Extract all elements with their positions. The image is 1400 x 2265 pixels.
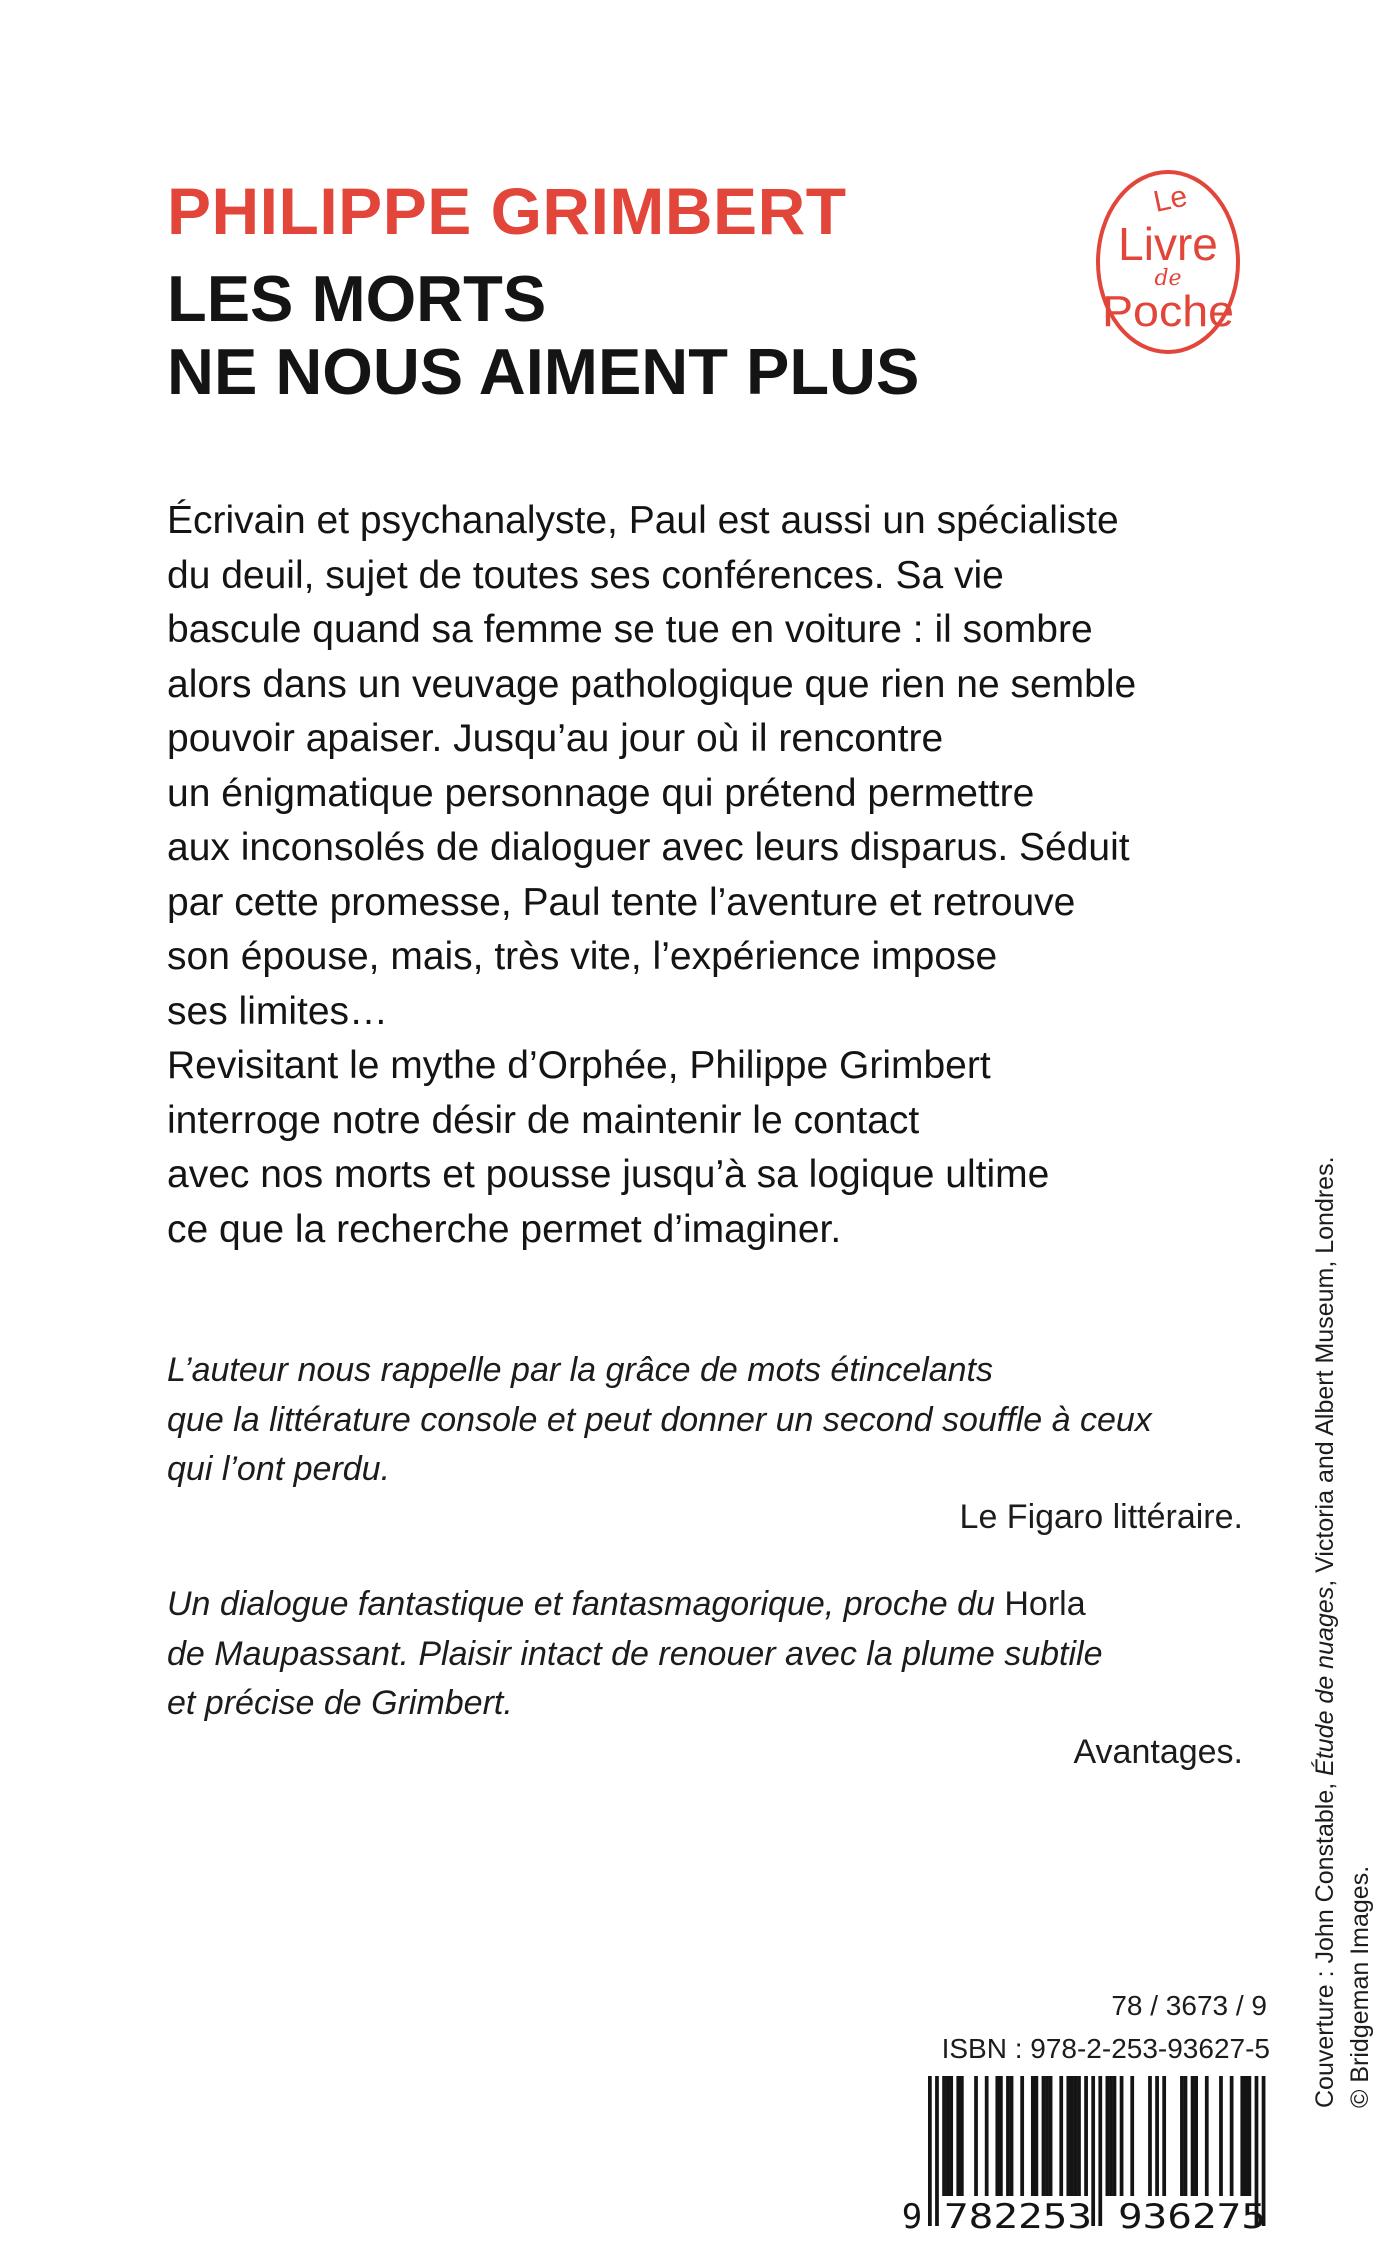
cover-credit (1308, 1156, 1378, 2108)
barcode-bar (1059, 2076, 1063, 2196)
credit-line (1308, 1156, 1343, 2108)
barcode-bar (960, 2076, 964, 2196)
barcode-bar (1244, 2076, 1248, 2196)
barcode-bar (1066, 2076, 1070, 2196)
barcode-bar (1205, 2076, 1209, 2196)
quote-text: Un dialogue fantastique et fantasmagorique, proche du (167, 1585, 1005, 1623)
catalog-code: 78 / 3673 / 9 (1111, 1990, 1267, 2021)
summary-line: son épouse, mais, très vite, l’expérience impose (167, 935, 998, 978)
summary-line: avec nos morts et pousse jusqu’à sa logique ultime (167, 1153, 1050, 1196)
summary-line: Revisitant le mythe d’Orphée, Philippe Grimbert (167, 1044, 991, 1087)
summary-line: interroge notre désir de maintenir le contact (167, 1098, 920, 1142)
credit-artwork-title: Étude de nuages (1311, 1586, 1339, 1776)
quote-line: et précise de Grimbert. (167, 1684, 513, 1722)
credit-line: © Bridgeman Images. (1346, 1865, 1374, 2108)
summary-line: alors dans un veuvage pathologique que rien ne semble (167, 662, 1137, 706)
barcode-bar (1042, 2076, 1046, 2196)
barcode-bar (1070, 2076, 1074, 2196)
barcode-bar (1148, 2076, 1152, 2196)
author-name: PHILIPPE GRIMBERT (167, 174, 847, 248)
summary-line: un énigmatique personnage qui prétend permettre (167, 771, 1035, 815)
barcode-bar (999, 2076, 1003, 2196)
barcode-bar (1049, 2076, 1053, 2196)
quote-title-reference: Horla (1004, 1585, 1086, 1623)
barcode-bar (1106, 2076, 1110, 2196)
barcode-bar (1240, 2076, 1244, 2196)
le-livre-de-poche-logo (1094, 168, 1242, 356)
barcode-bar (946, 2076, 950, 2196)
barcode-digits: 782253 (944, 2197, 1092, 2236)
logo-text: Livre (1118, 218, 1218, 270)
summary-line: Écrivain et psychanalyste, Paul est aussi un spécialiste (167, 499, 1119, 542)
barcode-bar (1010, 2076, 1014, 2196)
summary-line: par cette promesse, Paul tente l’aventure et retrouve (167, 880, 1076, 924)
logo-text: Poche (1102, 287, 1234, 336)
barcode-bar (942, 2076, 946, 2196)
barcode-bar (1155, 2076, 1159, 2196)
logo-text: Le (1150, 179, 1191, 219)
isbn: ISBN : 978-2-253-93627-5 (941, 2033, 1270, 2064)
quote-line: qui l’ont perdu. (167, 1450, 391, 1488)
barcode-bar (1020, 2076, 1024, 2196)
barcode-bar (1248, 2076, 1252, 2196)
back-cover-summary (167, 494, 1257, 1257)
barcode-bar (1109, 2076, 1113, 2196)
book-title-line: NE NOUS AIMENT PLUS (167, 335, 920, 408)
barcode-bar (974, 2076, 978, 2196)
quote-source: Le Figaro littéraire. (959, 1498, 1243, 1536)
barcode-bar (1045, 2076, 1049, 2196)
summary-line: bascule quand sa femme se tue en voiture : il sombre (167, 608, 1093, 651)
logo-text: de (1154, 266, 1182, 291)
barcode-bar (1219, 2076, 1223, 2196)
barcode-bar (1077, 2076, 1081, 2196)
barcode-bar (1031, 2076, 1035, 2196)
barcode-bar (928, 2076, 932, 2226)
summary-line: aux inconsolés de dialoguer avec leurs disparus. Séduit (167, 826, 1130, 869)
barcode-bar (1162, 2076, 1166, 2196)
book-title-line: LES MORTS (167, 262, 547, 335)
credit-text: , Victoria and Albert Museum, Londres. (1311, 1156, 1339, 1587)
quote-source: Avantages. (1073, 1733, 1243, 1771)
summary-line: du deuil, sujet de toutes ses conférences. Sa vie (167, 553, 1004, 597)
summary-line: pouvoir apaiser. Jusqu’au jour où il rencontre (167, 717, 944, 760)
quote-line: de Maupassant. Plaisir intact de renouer avec la plume subtile (167, 1634, 1103, 1673)
barcode-bar (1113, 2076, 1117, 2196)
barcode-bar (985, 2076, 989, 2196)
quote-line (167, 1580, 1247, 1630)
barcode-bar (956, 2076, 960, 2196)
barcode-bar (1006, 2076, 1010, 2196)
barcode-bar (1230, 2076, 1234, 2196)
barcode-bar (935, 2076, 939, 2226)
barcode-bar (1180, 2076, 1184, 2196)
barcode-bar (949, 2076, 953, 2196)
barcode-bar (1074, 2076, 1078, 2196)
barcode-bar (1191, 2076, 1195, 2196)
quote-line: que la littérature console et peut donner un second souffle à ceux (167, 1400, 1152, 1439)
barcode-digit: 9 (901, 2197, 923, 2236)
barcode-bar (995, 2076, 999, 2196)
barcode-bar (1184, 2076, 1188, 2196)
barcode-bar (1120, 2076, 1124, 2196)
barcode-bar (1130, 2076, 1134, 2196)
barcode-digits: 936275 (1118, 2197, 1266, 2236)
barcode-bar (1098, 2076, 1102, 2226)
barcode-bar (1194, 2076, 1198, 2196)
barcode-bar (1035, 2076, 1039, 2196)
press-quote (167, 1580, 1247, 1729)
summary-line: ce que la recherche permet d’imaginer. (167, 1207, 842, 1251)
press-quote (167, 1346, 1247, 1495)
quote-line: L’auteur nous rappelle par la grâce de mots étincelants (167, 1351, 993, 1389)
barcode-bar (1084, 2076, 1088, 2196)
barcode (900, 2076, 1280, 2236)
summary-line: ses limites… (167, 989, 389, 1033)
book-title (167, 262, 919, 408)
credit-text: Couverture : John Constable, (1311, 1775, 1339, 2108)
